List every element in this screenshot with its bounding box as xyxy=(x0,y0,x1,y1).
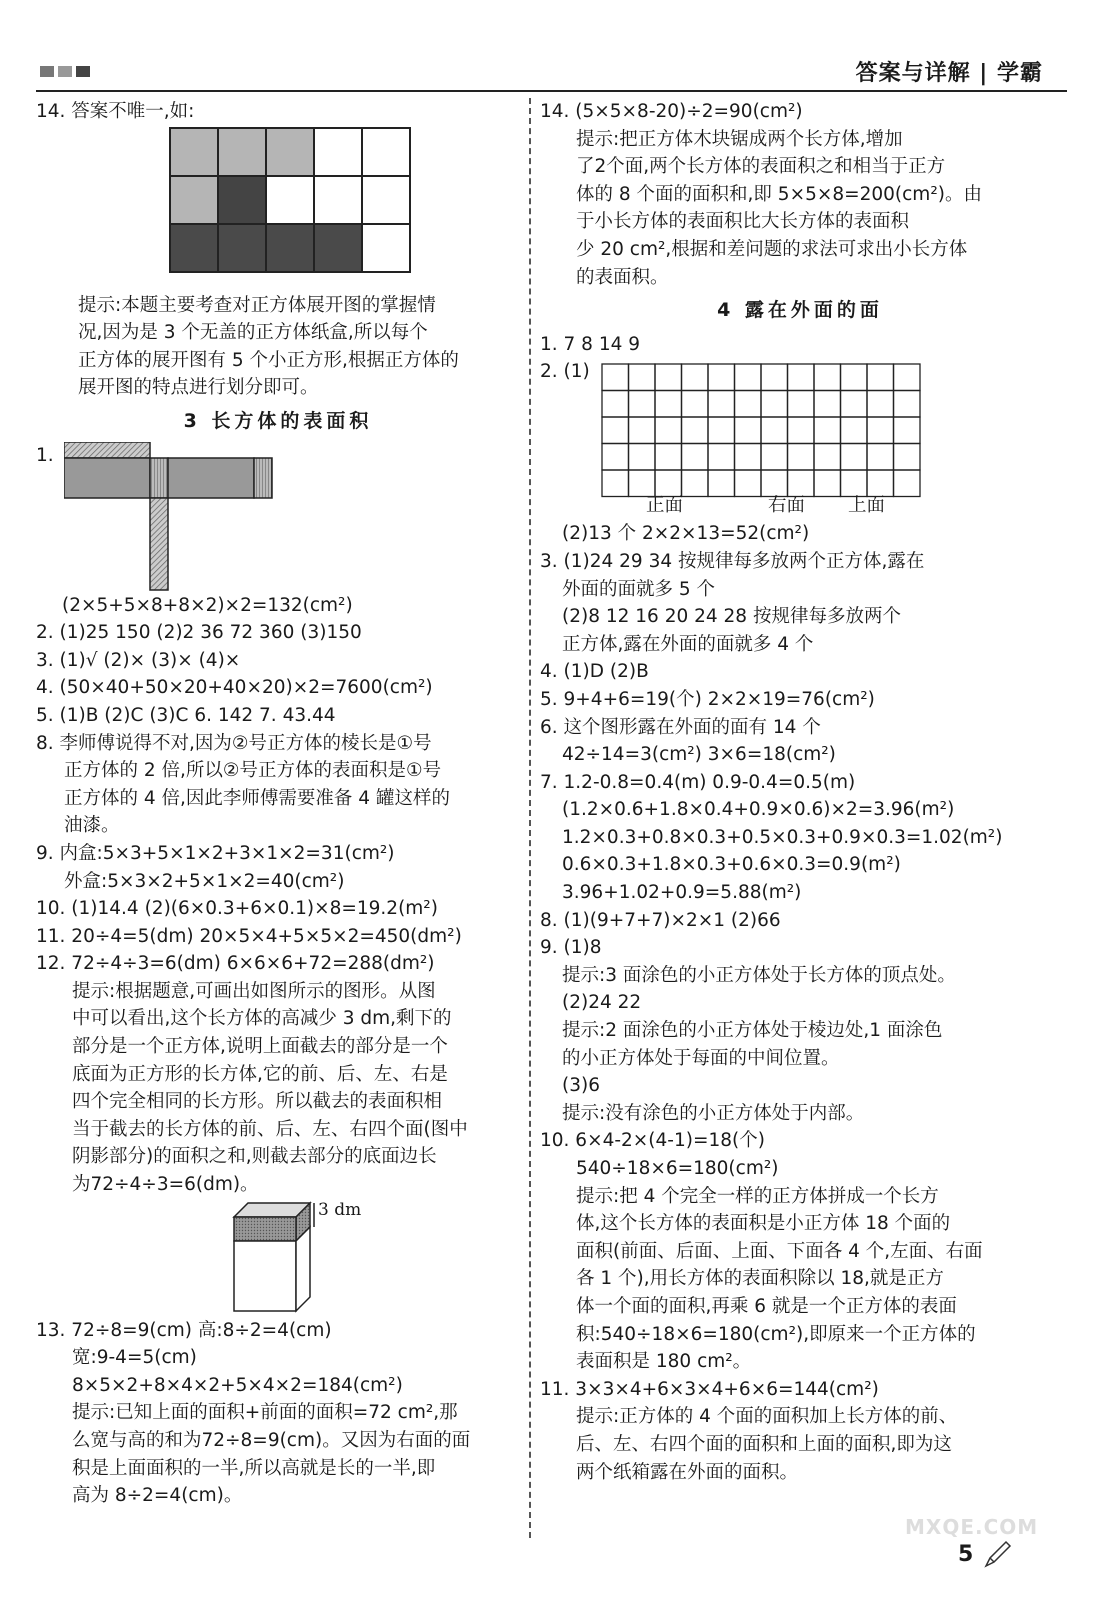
left-column xyxy=(36,98,520,1510)
grid-cell xyxy=(602,391,629,418)
hint-line: 提示:把正方体木块锯成两个长方体,增加 xyxy=(576,128,903,150)
answer-line: 8×5×2+8×4×2+5×4×2=184(cm²) xyxy=(72,1374,403,1396)
hint-line: 高为 8÷2=4(cm)。 xyxy=(72,1485,243,1507)
hint-line: 提示:没有涂色的小正方体处于内部。 xyxy=(562,1102,865,1124)
answer-line: (1.2×0.6+1.8×0.4+0.9×0.6)×2=3.96(m²) xyxy=(562,799,955,821)
grid-cell xyxy=(814,417,841,444)
grid-cell xyxy=(655,444,682,471)
hint-line: 的小正方体处于每面的中间位置。 xyxy=(562,1047,840,1069)
answer-line: 13. 72÷8=9(cm) 高:8÷2=4(cm) xyxy=(36,1319,332,1341)
grid-cell xyxy=(814,364,841,391)
grid-cell xyxy=(655,417,682,444)
page-number: 5 xyxy=(958,1542,974,1567)
grid-cell xyxy=(867,391,894,418)
grid-cell xyxy=(629,444,656,471)
grid-cell xyxy=(867,417,894,444)
hint-line: 提示:把 4 个完全一样的正方体拼成一个长方 xyxy=(576,1185,939,1207)
answer-line: 14. (5×5×8-20)÷2=90(cm²) xyxy=(540,101,803,122)
answer-line: 3.96+1.02+0.9=5.88(m²) xyxy=(562,882,802,904)
pencil-icon xyxy=(982,1540,1012,1570)
q14-left: 14. 答案不唯一,如: xyxy=(36,101,195,122)
answer-line: 4. (50×40+50×20+40×20)×2=7600(cm²) xyxy=(36,677,433,699)
answer-line: 正方体的 2 倍,所以②号正方体的表面积是①号 xyxy=(64,760,442,782)
grid-cell xyxy=(867,444,894,471)
hint-line: 少 20 cm²,根据和差问题的求法可求出小长方体 xyxy=(576,238,968,260)
hint-line: 况,因为是 3 个无盖的正方体纸盒,所以每个 xyxy=(78,322,428,344)
q1-answer: (2×5+5×8+8×2)×2=132(cm²) xyxy=(62,594,353,616)
answer-line: 3. (1)24 29 34 按规律每多放两个正方体,露在 xyxy=(540,550,925,572)
hint-line: 提示:3 面涂色的小正方体处于长方体的顶点处。 xyxy=(562,964,956,986)
grid-cell xyxy=(841,444,868,471)
right-column xyxy=(540,98,1060,1486)
grid-cell xyxy=(655,391,682,418)
hint-line: 中可以看出,这个长方体的高减少 3 dm,剩下的 xyxy=(72,1008,452,1030)
grid-cell xyxy=(708,444,735,471)
answer-line: (2)8 12 16 20 24 28 按规律每多放两个 xyxy=(562,606,901,628)
hint-line: 积是上面面积的一半,所以高就是长的一半,即 xyxy=(72,1457,436,1479)
views-grid-figure xyxy=(600,362,930,502)
grid-cell xyxy=(682,364,709,391)
grid-cell xyxy=(735,470,762,497)
cuboid-net-figure xyxy=(64,442,324,592)
grid-cell xyxy=(894,391,921,418)
answer-line: 5. (1)B (2)C (3)C 6. 142 7. 43.44 xyxy=(36,704,336,726)
grid-cell xyxy=(682,391,709,418)
hint-line: 体的 8 个面的面积和,即 5×5×8=200(cm²)。由 xyxy=(576,183,982,205)
answer-line: 42÷14=3(cm²) 3×6=18(cm²) xyxy=(562,744,836,766)
answer-line: 外面的面就多 5 个 xyxy=(562,578,716,600)
answer-line: 2. (1) xyxy=(540,361,590,383)
answer-line: 7. 1.2-0.8=0.4(m) 0.9-0.4=0.5(m) xyxy=(540,771,856,793)
grid-cell xyxy=(841,417,868,444)
header-rule xyxy=(36,90,1067,92)
hint-line: 的表面积。 xyxy=(576,266,669,288)
hint-line: 各 1 个),用长方体的表面积除以 18,就是正方 xyxy=(576,1268,944,1290)
grid-cell xyxy=(761,364,788,391)
grid-cell xyxy=(841,391,868,418)
hint-line: 体一个面的面积,再乘 6 就是一个正方体的表面 xyxy=(576,1295,957,1317)
answer-line: (3)6 xyxy=(562,1075,600,1097)
hint-line: 提示:根据题意,可画出如图所示的图形。从图 xyxy=(72,980,436,1002)
answer-line: 8. 李师傅说得不对,因为②号正方体的棱长是①号 xyxy=(36,732,432,754)
grid-cell xyxy=(708,364,735,391)
grid-cell xyxy=(814,391,841,418)
answer-line: 正方体,露在外面的面就多 4 个 xyxy=(562,633,814,655)
hint-line: 正方体的展开图有 5 个小正方形,根据正方体的 xyxy=(78,349,459,371)
grid-cell xyxy=(602,417,629,444)
answer-line: 3. (1)√ (2)× (3)× (4)× xyxy=(36,649,241,671)
answer-line: 9. (1)8 xyxy=(540,937,602,959)
grid-cell xyxy=(708,417,735,444)
grid-cell xyxy=(841,364,868,391)
answer-line: 1.2×0.3+0.8×0.3+0.5×0.3+0.9×0.3=1.02(m²) xyxy=(562,826,1003,848)
grid-cell xyxy=(708,391,735,418)
grid-cell xyxy=(788,364,815,391)
hint-line: 四个完全相同的长方形。所以截去的表面积相 xyxy=(72,1091,443,1113)
answer-line: 5. 9+4+6=19(个) 2×2×19=76(cm²) xyxy=(540,688,875,710)
hint-line: 展开图的特点进行划分即可。 xyxy=(78,377,319,399)
grid-cell xyxy=(735,364,762,391)
grid-cell xyxy=(655,364,682,391)
answer-line: 外盒:5×3×2+5×1×2=40(cm²) xyxy=(64,870,345,892)
cube-net-figure xyxy=(36,126,520,292)
answer-line: 11. 20÷4=5(dm) 20×5×4+5×5×2=450(dm²) xyxy=(36,925,462,947)
grid-cell xyxy=(602,470,629,497)
answer-line: 4. (1)D (2)B xyxy=(540,661,649,683)
r2-block xyxy=(540,358,1060,520)
grid-cell xyxy=(629,391,656,418)
hint-line: 当于截去的长方体的前、后、左、右四个面(图中 xyxy=(72,1118,468,1140)
answer-line: 11. 3×3×4+6×3×4+6×6=144(cm²) xyxy=(540,1378,879,1400)
grid-cell xyxy=(629,364,656,391)
hint-line: 积:540÷18×6=180(cm²),即原来一个正方体的 xyxy=(576,1323,976,1345)
grid-cell xyxy=(735,444,762,471)
hint-line: 于小长方体的表面积比大长方体的表面积 xyxy=(576,211,910,233)
hint-line: 后、左、右四个面的面积和上面的面积,即为这 xyxy=(576,1433,952,1455)
grid-cell xyxy=(602,444,629,471)
grid-cell xyxy=(629,417,656,444)
cuboid-figure-block xyxy=(36,1199,520,1317)
grid-cell xyxy=(761,391,788,418)
answer-line: 12. 72÷4÷3=6(dm) 6×6×6+72=288(dm²) xyxy=(36,953,435,975)
grid-cell xyxy=(814,470,841,497)
hint-line: 阴影部分)的面积之和,则截去部分的底面边长 xyxy=(72,1146,437,1168)
view-label-front: 正面 xyxy=(646,495,684,517)
answer-line: (2)24 22 xyxy=(562,992,642,1014)
figure-label-3dm: 3 dm xyxy=(318,1199,362,1220)
q1-number: 1. xyxy=(36,444,54,466)
header-marks xyxy=(40,66,90,77)
answer-line: 9. 内盒:5×3+5×1×2+3×1×2=31(cm²) xyxy=(36,842,395,864)
q14-hint xyxy=(36,292,520,402)
hint-line: 两个纸箱露在外面的面积。 xyxy=(576,1461,799,1483)
answer-line: 宽:9-4=5(cm) xyxy=(72,1347,197,1369)
grid-cell xyxy=(894,364,921,391)
answer-line: 1. 7 8 14 9 xyxy=(540,333,641,355)
grid-cell xyxy=(814,444,841,471)
answer-line: 8. (1)(9+7+7)×2×1 (2)66 xyxy=(540,909,781,931)
grid-cell xyxy=(682,444,709,471)
grid-cell xyxy=(602,364,629,391)
q1-block xyxy=(36,442,520,592)
q13-hint xyxy=(36,1399,520,1509)
grid-cell xyxy=(788,417,815,444)
grid-cell xyxy=(761,444,788,471)
answer-line: 正方体的 4 倍,因此李师傅需要准备 4 罐这样的 xyxy=(64,787,450,809)
grid-cell xyxy=(735,391,762,418)
answer-line: 0.6×0.3+1.8×0.3+0.6×0.3=0.9(m²) xyxy=(562,854,901,876)
grid-cell xyxy=(894,444,921,471)
grid-cell xyxy=(894,470,921,497)
answer-line: 6. 这个图形露在外面的面有 14 个 xyxy=(540,716,821,738)
hint-line: 底面为正方形的长方体,它的前、后、左、右是 xyxy=(72,1063,448,1085)
answer-line: 10. (1)14.4 (2)(6×0.3+6×0.1)×8=19.2(m²) xyxy=(36,898,438,920)
hint-line: 部分是一个正方体,说明上面截去的部分是一个 xyxy=(72,1036,448,1058)
hint-line: 提示:正方体的 4 个面的面积加上长方体的前、 xyxy=(576,1406,958,1428)
grid-cell xyxy=(788,391,815,418)
column-divider xyxy=(529,98,531,1538)
hint-line: 提示:已知上面的面积+前面的面积=72 cm²,那 xyxy=(72,1402,458,1424)
answer-line: 10. 6×4-2×(4-1)=18(个) xyxy=(540,1130,765,1152)
grid-cell xyxy=(894,417,921,444)
hint-line: 面积(前面、后面、上面、下面各 4 个,左面、右面 xyxy=(576,1240,983,1262)
hint-line: 表面积是 180 cm²。 xyxy=(576,1351,752,1373)
hint-line: 体,这个长方体的表面积是小正方体 18 个面的 xyxy=(576,1213,951,1235)
grid-cell xyxy=(708,470,735,497)
hint-line: 为72÷4÷3=6(dm)。 xyxy=(72,1174,259,1196)
section-3-title: 3 长方体的表面积 xyxy=(183,409,373,432)
hint-line: 么宽与高的和为72÷8=9(cm)。又因为右面的面 xyxy=(72,1430,471,1451)
grid-cell xyxy=(682,470,709,497)
grid-cell xyxy=(761,417,788,444)
hint-line: 了2个面,两个长方体的表面积之和相当于正方 xyxy=(576,156,946,178)
grid-cell xyxy=(788,444,815,471)
watermark: MXQE.COM xyxy=(905,1515,1039,1539)
answer-line: (2)13 个 2×2×13=52(cm²) xyxy=(562,523,810,545)
answer-line: 2. (1)25 150 (2)2 36 72 360 (3)150 xyxy=(36,622,362,644)
r14-hint xyxy=(540,126,1060,292)
hint-line: 提示:2 面涂色的小正方体处于棱边处,1 面涂色 xyxy=(562,1020,943,1042)
answer-line: 540÷18×6=180(cm²) xyxy=(576,1158,779,1179)
q12-hint xyxy=(36,978,520,1199)
grid-cell xyxy=(735,417,762,444)
view-label-right: 右面 xyxy=(768,495,806,517)
hint-line: 提示:本题主要考查对正方体展开图的掌握情 xyxy=(78,294,436,316)
grid-cell xyxy=(867,364,894,391)
header-title: 答案与详解 | 学霸 xyxy=(855,61,1043,86)
answer-line: 油漆。 xyxy=(64,815,120,837)
grid-cell xyxy=(682,417,709,444)
section-4-title: 4 露在外面的面 xyxy=(717,299,883,322)
view-label-top: 上面 xyxy=(848,495,886,517)
